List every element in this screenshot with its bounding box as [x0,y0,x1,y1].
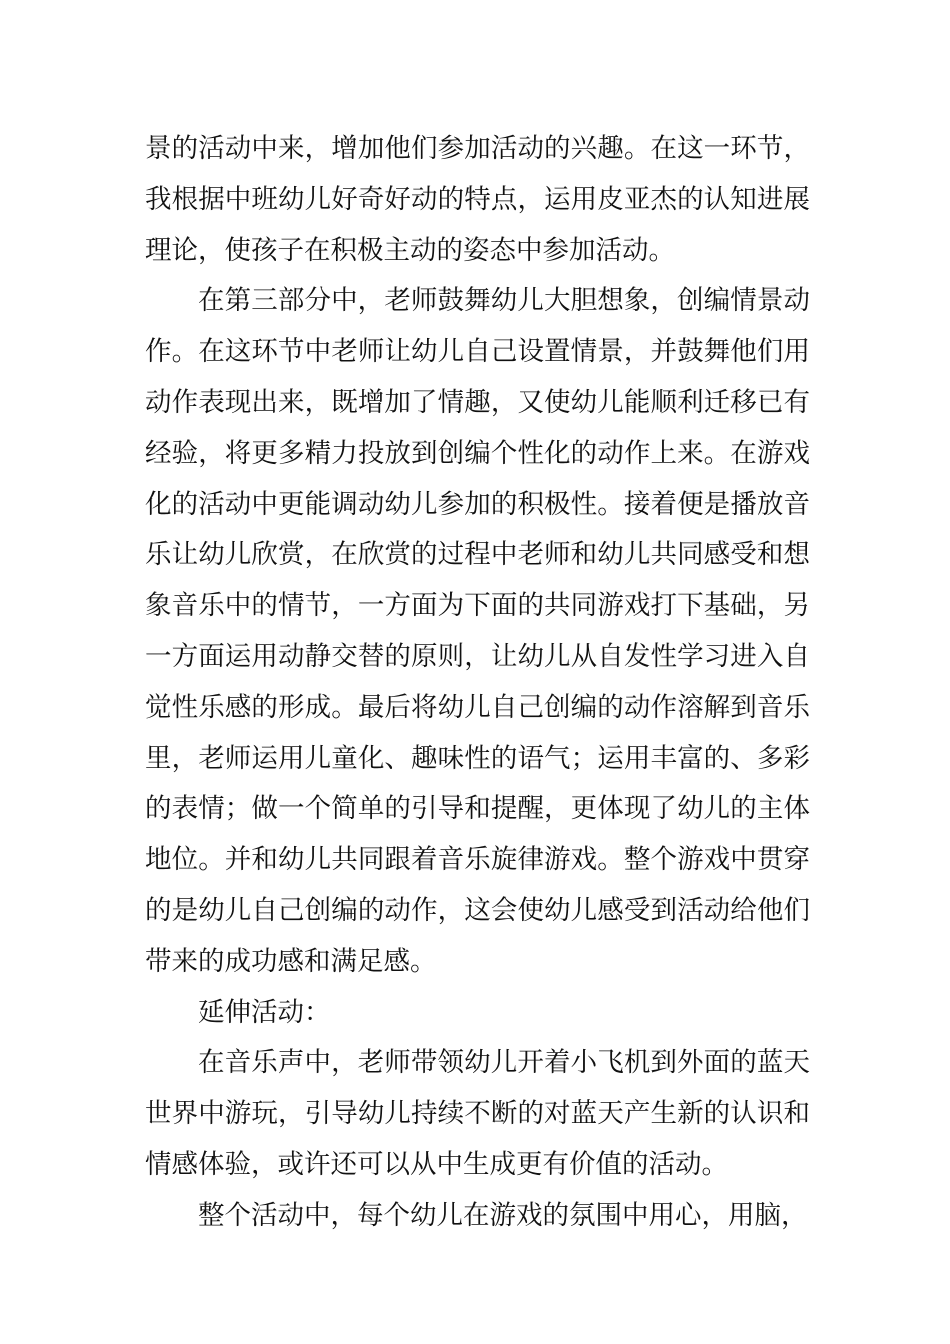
heading-extension-activity: 延伸活动： [198,996,331,1028]
paragraph-continuation: 景的活动中来，增加他们参加活动的兴趣。在这一环节，我根据中班幼儿好奇好动的特点，运用皮亚杰的认知进展理论，使孩子在积极主动的姿态中参加活动。 [145,133,810,266]
paragraph-summary: 整个活动中，每个幼儿在游戏的氛围中用心，用脑， [198,1199,808,1231]
paragraph-part-three: 在第三部分中，老师鼓舞幼儿大胆想象，创编情景动作。在这环节中老师让幼儿自己设置情景，并鼓舞他们用动作表现出来，既增加了情趣，又使幼儿能顺利迁移已有经验，将更多精力投放到创编个性化的动作上来。在游戏化的活动中更能调动幼儿参加的积极性。接着便是播放音乐让幼儿欣赏，在欣赏的过程中老师和幼儿共同感受和想象音乐中的情节，一方面为下面的共同游戏打下基础，另一方面运用动静交替的原则，让幼儿从自发性学习进入自觉性乐感的形成。最后将幼儿自己创编的动作溶解到音乐里，老师运用儿童化、趣味性的语气；运用丰富的、多彩的表情；做一个简单的引导和提醒，更体现了幼儿的主体地位。并和幼儿共同跟着音乐旋律游戏。整个游戏中贯穿的是幼儿自己创编的动作，这会使幼儿感受到活动给他们带来的成功感和满足感。 [145,285,810,977]
body-text [145,124,810,1242]
paragraph-extension-activity: 在音乐声中，老师带领幼儿开着小飞机到外面的蓝天世界中游玩，引导幼儿持续不断的对蓝天产生新的认识和情感体验，或许还可以从中生成更有价值的活动。 [145,1047,810,1180]
